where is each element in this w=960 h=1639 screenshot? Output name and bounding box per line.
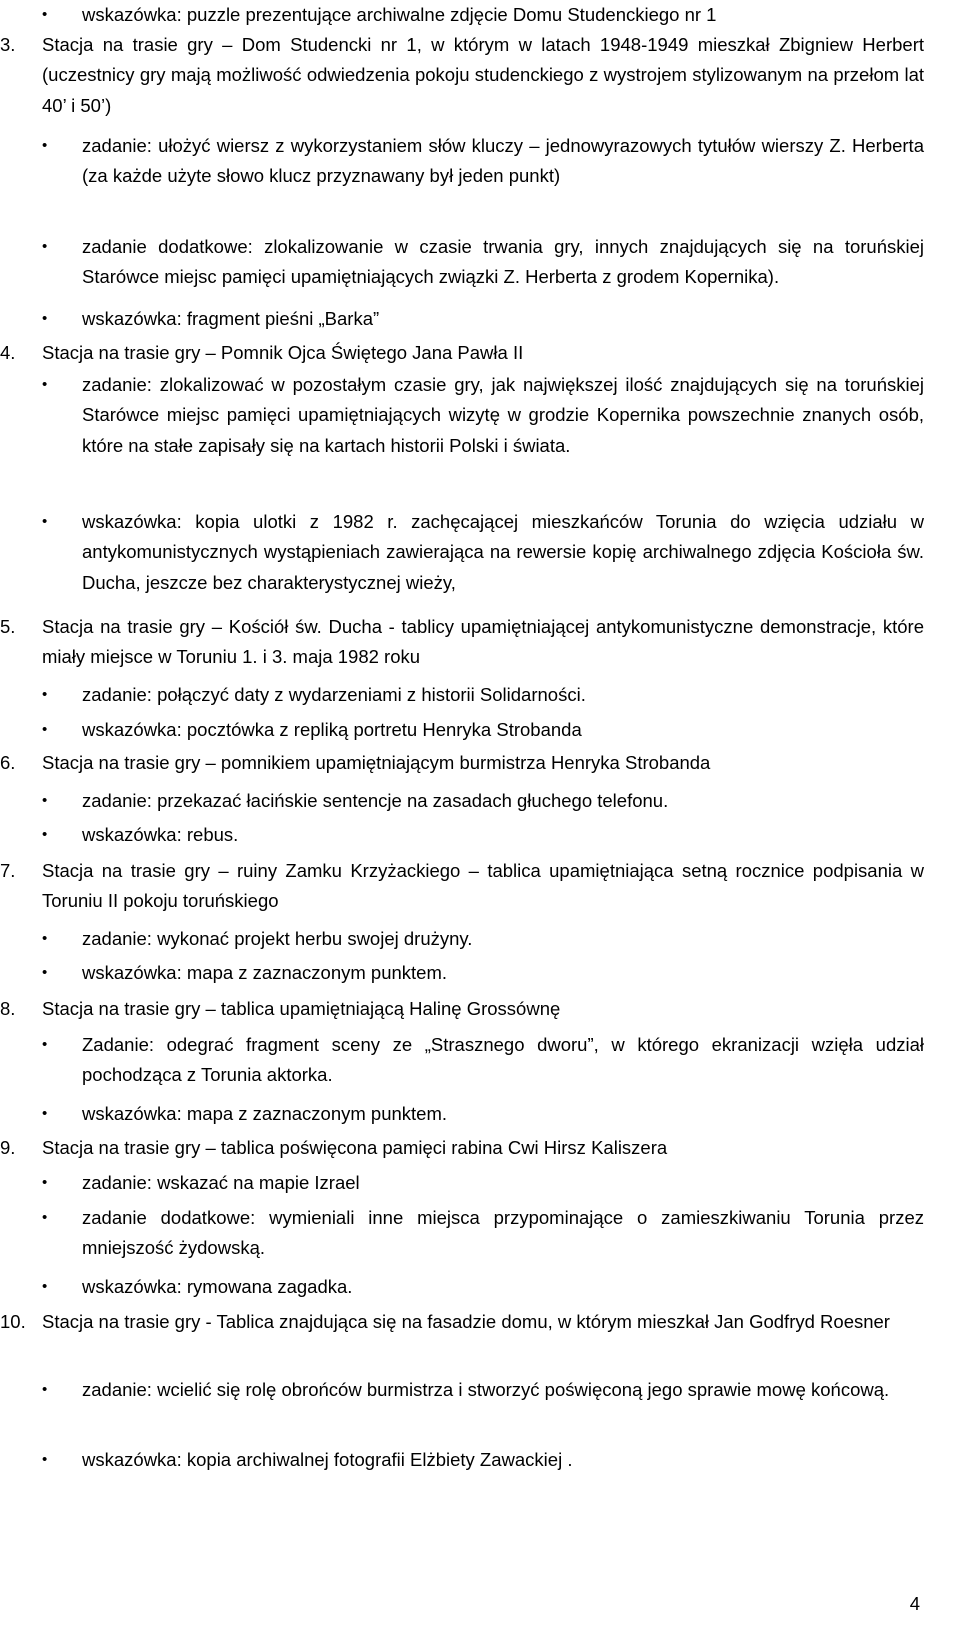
bullet-icon: • xyxy=(42,721,48,738)
bullet-item xyxy=(42,304,924,334)
bullet-text: wskazówka: mapa z zaznaczonym punktem. xyxy=(82,962,448,983)
bullet-icon: • xyxy=(42,1451,48,1468)
bullet-text: zadanie dodatkowe: wymieniali inne miejsca przypominające o zamieszkiwaniu Torunia przez mniejszość żydowską. xyxy=(82,1207,924,1259)
bullet-item xyxy=(42,507,924,598)
station-number: 4. xyxy=(0,342,16,363)
station-text: Stacja na trasie gry – ruiny Zamku Krzyżackiego – tablica upamiętniająca setną rocznice podpisania w Toruniu II pokoju toruńskiego xyxy=(42,860,924,912)
bullet-icon: • xyxy=(42,792,48,809)
station-number: 7. xyxy=(0,860,16,881)
bullet-icon: • xyxy=(42,964,48,981)
bullet-item xyxy=(42,1272,924,1302)
bullet-item xyxy=(42,680,924,710)
station-item xyxy=(0,994,924,1024)
bullet-icon: • xyxy=(42,310,48,327)
station-text: Stacja na trasie gry – Pomnik Ojca Świętego Jana Pawła II xyxy=(42,342,524,363)
station-item xyxy=(0,856,924,917)
bullet-text: zadanie: ułożyć wiersz z wykorzystaniem słów kluczy – jednowyrazowych tytułów wierszy Z. Herberta (za każde użyte słowo klucz przyznawany był jeden punkt) xyxy=(82,135,924,187)
station-number: 5. xyxy=(0,616,16,637)
station-item xyxy=(0,338,924,368)
station-number: 3. xyxy=(0,34,16,55)
bullet-text: wskazówka: rebus. xyxy=(82,824,239,845)
bullet-text: zadanie: wskazać na mapie Izrael xyxy=(82,1172,360,1193)
bullet-text: wskazówka: pocztówka z repliką portretu Henryka Strobanda xyxy=(82,719,582,740)
station-number: 6. xyxy=(0,752,16,773)
bullet-item xyxy=(42,131,924,192)
bullet-icon: • xyxy=(42,930,48,947)
station-item xyxy=(0,748,924,778)
bullet-item xyxy=(42,1030,924,1091)
station-text: Stacja na trasie gry – Dom Studencki nr 1, w którym w latach 1948-1949 mieszkał Zbigniew Herbert (uczestnicy gry mają możliwość odwiedzenia pokoju studenckiego z wystrojem stylizowanym na przełom lat 40’ i 50’) xyxy=(42,34,924,116)
page-number: 4 xyxy=(909,1593,920,1614)
station-item xyxy=(0,30,924,121)
station-text: Stacja na trasie gry - Tablica znajdująca się na fasadzie domu, w którym mieszkał Jan Godfryd Roesner xyxy=(42,1311,890,1332)
station-text: Stacja na trasie gry – pomnikiem upamiętniającym burmistrza Henryka Strobanda xyxy=(42,752,711,773)
bullet-text: zadanie: wcielić się rolę obrońców burmistrza i stworzyć poświęconą jego sprawie mowę końcową. xyxy=(82,1379,890,1400)
bullet-text: wskazówka: fragment pieśni „Barka” xyxy=(82,308,380,329)
bullet-item xyxy=(42,1168,924,1198)
bullet-icon: • xyxy=(42,1105,48,1122)
bullet-icon: • xyxy=(42,238,48,255)
station-number: 10. xyxy=(0,1311,26,1332)
bullet-text: wskazówka: kopia archiwalnej fotografii Elżbiety Zawackiej . xyxy=(82,1449,573,1470)
bullet-text: zadanie: wykonać projekt herbu swojej drużyny. xyxy=(82,928,473,949)
bullet-icon: • xyxy=(42,1381,48,1398)
bullet-item xyxy=(42,958,924,988)
bullet-item xyxy=(42,924,924,954)
bullet-icon: • xyxy=(42,1278,48,1295)
bullet-item xyxy=(42,1445,924,1475)
bullet-text: wskazówka: mapa z zaznaczonym punktem. xyxy=(82,1103,448,1124)
bullet-text: Zadanie: odegrać fragment sceny ze „Strasznego dworu”, w którego ekranizacji wzięła udział pochodząca z Torunia aktorka. xyxy=(82,1034,924,1086)
bullet-icon: • xyxy=(42,686,48,703)
bullet-item xyxy=(42,370,924,461)
bullet-item xyxy=(42,1375,924,1405)
station-item xyxy=(0,612,924,673)
bullet-item xyxy=(42,715,924,745)
bullet-item xyxy=(42,820,924,850)
bullet-icon: • xyxy=(42,826,48,843)
bullet-icon: • xyxy=(42,1036,48,1053)
station-number: 9. xyxy=(0,1137,16,1158)
bullet-icon: • xyxy=(42,137,48,154)
station-text: Stacja na trasie gry – tablica upamiętniającą Halinę Grossównę xyxy=(42,998,561,1019)
bullet-item xyxy=(42,232,924,293)
bullet-item xyxy=(42,1099,924,1129)
bullet-text: wskazówka: rymowana zagadka. xyxy=(82,1276,353,1297)
station-text: Stacja na trasie gry – tablica poświęcona pamięci rabina Cwi Hirsz Kaliszera xyxy=(42,1137,668,1158)
bullet-icon: • xyxy=(42,1209,48,1226)
bullet-text: zadanie: zlokalizować w pozostałym czasie gry, jak największej ilość znajdujących się na toruńskiej Starówce miejsc pamięci upamiętniających wizytę w grodzie Kopernika powszechnie znanych osób, które na stałe zapisały się na kartach historii Polski i świata. xyxy=(82,374,924,456)
bullet-item xyxy=(42,0,924,30)
bullet-text: zadanie: przekazać łacińskie sentencje na zasadach głuchego telefonu. xyxy=(82,790,669,811)
bullet-text: wskazówka: puzzle prezentujące archiwalne zdjęcie Domu Studenckiego nr 1 xyxy=(82,4,717,25)
bullet-item xyxy=(42,786,924,816)
bullet-text: wskazówka: kopia ulotki z 1982 r. zachęcającej mieszkańców Torunia do wzięcia udziału w antykomunistycznych wystąpieniach zawierająca na rewersie kopię archiwalnego zdjęcia Kościoła św. Ducha, jeszcze bez charakterystycznej wieży, xyxy=(82,511,924,593)
station-number: 8. xyxy=(0,998,16,1019)
station-item xyxy=(0,1133,924,1163)
bullet-icon: • xyxy=(42,513,48,530)
bullet-item xyxy=(42,1203,924,1264)
bullet-text: zadanie dodatkowe: zlokalizowanie w czasie trwania gry, innych znajdujących się na toruńskiej Starówce miejsc pamięci upamiętniających związki Z. Herberta z grodem Kopernika). xyxy=(82,236,924,288)
station-item xyxy=(0,1307,924,1337)
bullet-icon: • xyxy=(42,6,48,23)
station-text: Stacja na trasie gry – Kościół św. Ducha - tablicy upamiętniającej antykomunistyczne demonstracje, które miały miejsce w Toruniu 1. i 3. maja 1982 roku xyxy=(42,616,924,668)
bullet-icon: • xyxy=(42,376,48,393)
bullet-text: zadanie: połączyć daty z wydarzeniami z historii Solidarności. xyxy=(82,684,586,705)
bullet-icon: • xyxy=(42,1174,48,1191)
